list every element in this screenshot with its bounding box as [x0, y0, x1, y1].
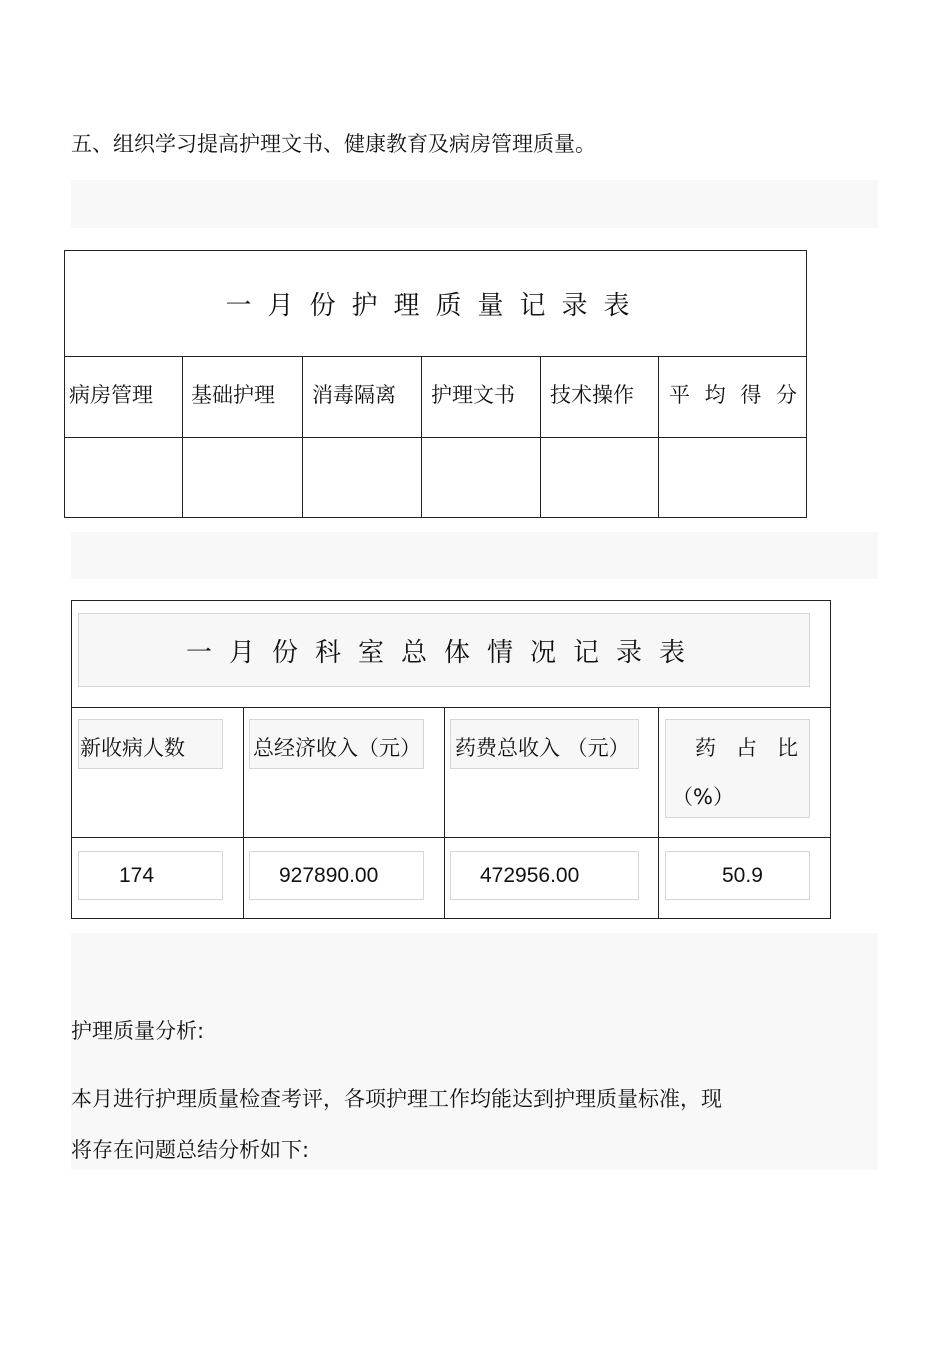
- table-divider: [71, 707, 831, 708]
- table-divider: [71, 837, 831, 838]
- table-header-cell: （%）: [672, 785, 734, 809]
- separator-band: [71, 180, 878, 228]
- table-divider: [64, 437, 807, 438]
- table-header-cell: 新收病人数: [80, 736, 185, 760]
- table-divider: [444, 707, 445, 919]
- analysis-section: [71, 933, 878, 1170]
- table-divider: [540, 356, 541, 518]
- table-header-cell: 平 均 得 分: [669, 383, 802, 407]
- table-header-cell: 消毒隔离: [312, 383, 396, 407]
- table-header-cell: 护理文书: [431, 383, 515, 407]
- table-divider: [658, 707, 659, 919]
- analysis-paragraph-line: 本月进行护理质量检查考评，各项护理工作均能达到护理质量标准，现: [71, 1087, 722, 1111]
- analysis-paragraph-line: 将存在问题总结分析如下:: [71, 1138, 310, 1162]
- table-divider: [302, 356, 303, 518]
- department-overview-table-title: 一月份科室总体情况记录表: [78, 613, 810, 687]
- table-header-cell: 病房管理: [69, 383, 153, 407]
- table-value-cell: 174: [78, 851, 223, 900]
- table-value-cell: 50.9: [665, 851, 810, 900]
- table-divider: [182, 356, 183, 518]
- table-divider: [243, 707, 244, 919]
- table-header-cell: 药费总收入 （元）: [455, 736, 630, 760]
- table-header-cell: 药 占 比: [695, 736, 799, 760]
- analysis-title: 护理质量分析:: [71, 1019, 205, 1043]
- table-value-cell: 927890.00: [249, 851, 424, 900]
- section-heading: 五、组织学习提高护理文书、健康教育及病房管理质量。: [71, 132, 596, 156]
- table-divider: [658, 356, 659, 518]
- table-header-cell: 基础护理: [191, 383, 275, 407]
- table-value-cell: 472956.00: [450, 851, 639, 900]
- separator-band: [71, 532, 878, 579]
- table-header-cell: 技术操作: [550, 383, 634, 407]
- table-header-cell: 总经济收入（元）: [253, 736, 421, 760]
- table-divider: [64, 356, 807, 357]
- nursing-quality-table-title: 一月份护理质量记录表: [225, 290, 646, 321]
- table-divider: [421, 356, 422, 518]
